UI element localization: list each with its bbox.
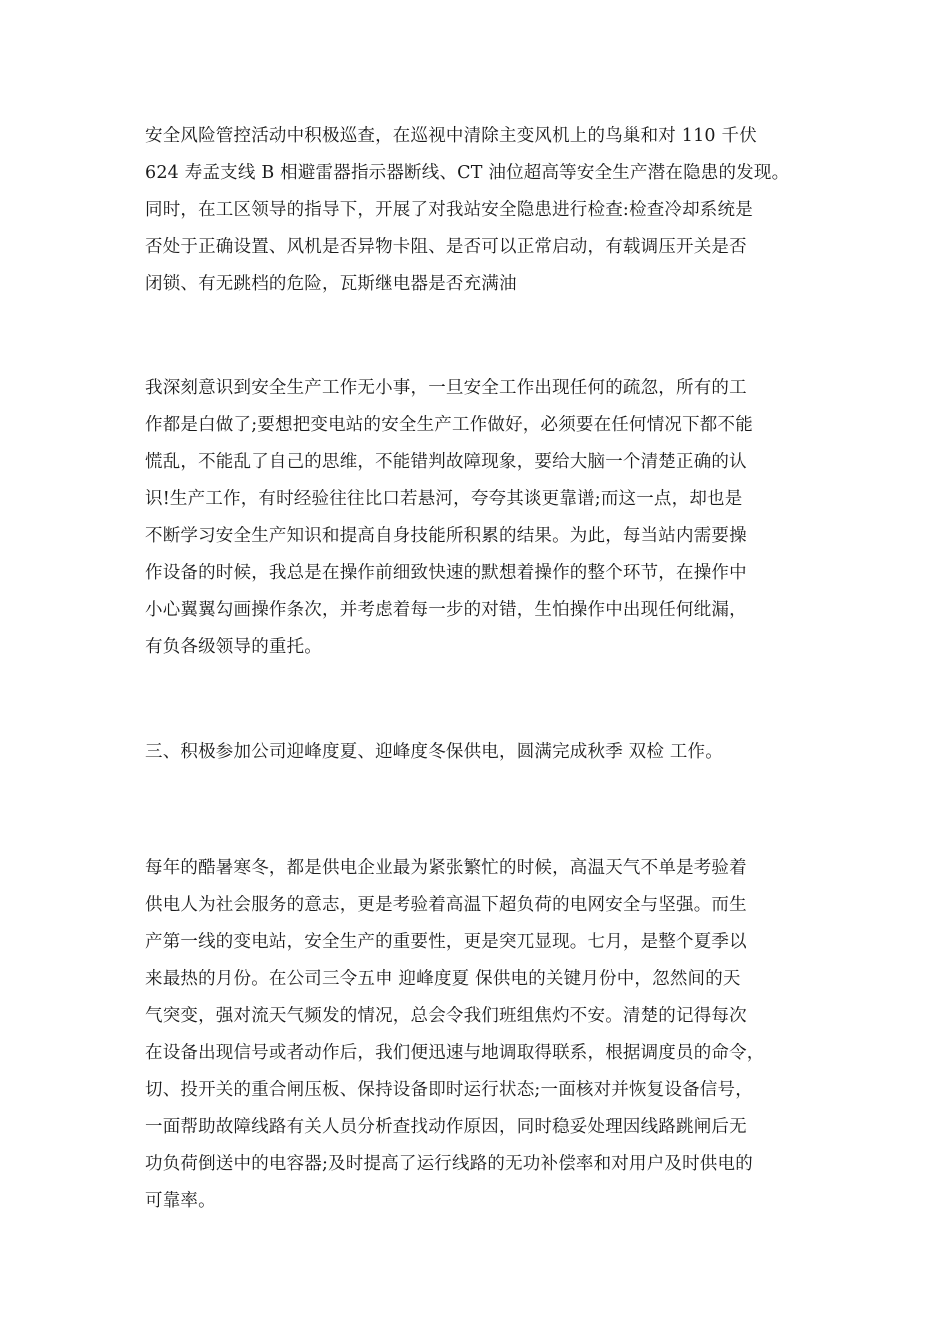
section-heading-3 xyxy=(145,734,810,771)
text-line: 慌乱，不能乱了自己的思维，不能错判故障现象，要给大脑一个清楚正确的认 xyxy=(145,452,747,472)
text-line: 产第一线的变电站，安全生产的重要性，更是突兀显现。七月，是整个夏季以 xyxy=(145,932,747,952)
text-line: 在设备出现信号或者动作后，我们便迅速与地调取得联系，根据调度员的命令， xyxy=(145,1043,765,1063)
text-line: 三、积极参加公司迎峰度夏、迎峰度冬保供电，圆满完成秋季 双检 工作。 xyxy=(145,742,723,762)
text-line: 识!生产工作，有时经验往往比口若悬河，夸夸其谈更靠谱;而这一点，却也是 xyxy=(145,489,743,509)
text-line: 切、投开关的重合闸压板、保持设备即时运行状态;一面核对并恢复设备信号， xyxy=(145,1080,753,1100)
text-line: 有负各级领导的重托。 xyxy=(145,637,322,657)
text-line: 不断学习安全生产知识和提高自身技能所积累的结果。为此，每当站内需要操 xyxy=(145,526,747,546)
text-line: 来最热的月份。在公司三令五申 迎峰度夏 保供电的关键月份中，忽然间的天 xyxy=(145,969,741,989)
text-line: 624 寿孟支线 B 相避雷器指示器断线、CT 油位超高等安全生产潜在隐患的发现。 xyxy=(145,163,790,183)
text-line: 安全风险管控活动中积极巡查，在巡视中清除主变风机上的鸟巢和对 110 千伏 xyxy=(145,126,757,146)
text-line: 可靠率。 xyxy=(145,1191,216,1211)
text-line: 每年的酷暑寒冬，都是供电企业最为紧张繁忙的时候，高温天气不单是考验着 xyxy=(145,858,747,878)
paragraph-peak-season-supply xyxy=(145,850,810,1220)
text-line: 功负荷倒送中的电容器;及时提高了运行线路的无功补偿率和对用户及时供电的 xyxy=(145,1154,753,1174)
paragraph-safety-awareness xyxy=(145,370,810,666)
text-line: 一面帮助故障线路有关人员分析查找动作原因，同时稳妥处理因线路跳闸后无 xyxy=(145,1117,747,1137)
text-line: 气突变，强对流天气频发的情况，总会令我们班组焦灼不安。清楚的记得每次 xyxy=(145,1006,747,1026)
text-line: 作设备的时候，我总是在操作前细致快速的默想着操作的整个环节，在操作中 xyxy=(145,563,747,583)
text-line: 否处于正确设置、风机是否异物卡阻、是否可以正常启动，有载调压开关是否 xyxy=(145,237,747,257)
text-line: 供电人为社会服务的意志，更是考验着高温下超负荷的电网安全与坚强。而生 xyxy=(145,895,747,915)
text-line: 作都是白做了;要想把变电站的安全生产工作做好，必须要在任何情况下都不能 xyxy=(145,415,753,435)
text-line: 闭锁、有无跳档的危险，瓦斯继电器是否充满油 xyxy=(145,274,517,294)
text-line: 同时，在工区领导的指导下，开展了对我站安全隐患进行检查:检查冷却系统是 xyxy=(145,200,753,220)
paragraph-safety-inspection xyxy=(145,118,810,303)
text-line: 小心翼翼勾画操作条次，并考虑着每一步的对错，生怕操作中出现任何纰漏， xyxy=(145,600,747,620)
text-line: 我深刻意识到安全生产工作无小事，一旦安全工作出现任何的疏忽，所有的工 xyxy=(145,378,747,398)
